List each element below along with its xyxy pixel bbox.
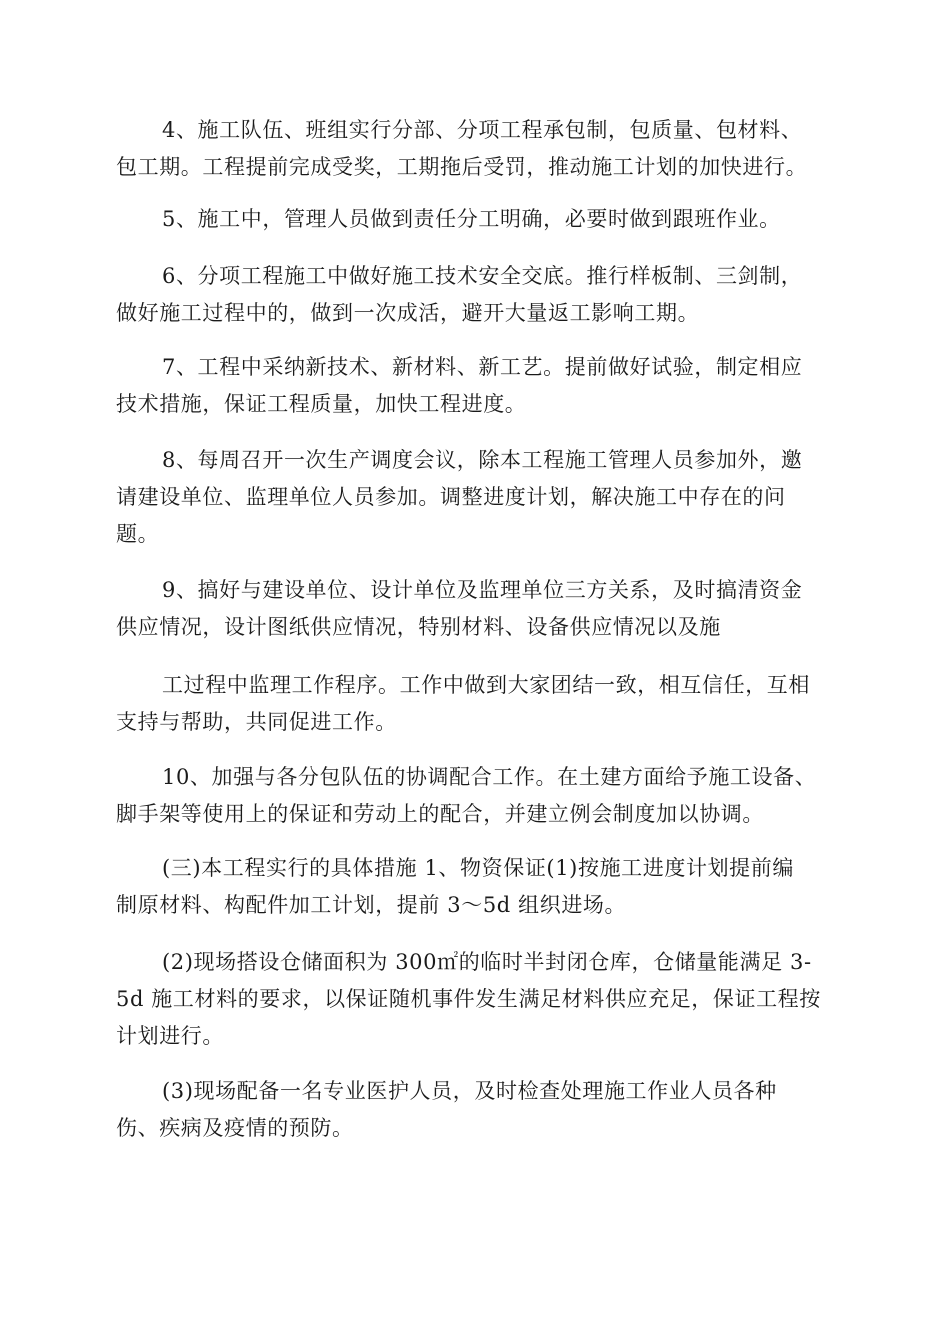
paragraph-line: 5、施工中，管理人员做到责任分工明确，必要时做到跟班作业。 xyxy=(162,207,781,231)
paragraph-line: 7、工程中采纳新技术、新材料、新工艺。提前做好试验，制定相应 xyxy=(162,355,803,379)
paragraph-line: 10、加强与各分包队伍的协调配合工作。在土建方面给予施工设备、 xyxy=(162,765,817,789)
paragraph-line: 6、分项工程施工中做好施工技术安全交底。推行样板制、三剑制， xyxy=(162,264,803,288)
paragraph-8 xyxy=(116,442,840,553)
paragraph-line: 包工期。工程提前完成受奖，工期拖后受罚，推动施工计划的加快进行。 xyxy=(116,155,808,179)
paragraph-line: 技术措施，保证工程质量，加快工程进度。 xyxy=(116,392,527,416)
paragraph-4 xyxy=(116,112,840,186)
paragraph-line: 5d 施工材料的要求，以保证随机事件发生满足材料供应充足，保证工程按 xyxy=(116,987,821,1011)
paragraph-line: 做好施工过程中的，做到一次成活，避开大量返工影响工期。 xyxy=(116,301,700,325)
paragraph-line: 9、搞好与建设单位、设计单位及监理单位三方关系，及时搞清资金 xyxy=(162,578,803,602)
paragraph-item-3 xyxy=(116,1073,840,1147)
paragraph-line: (2)现场搭设仓储面积为 300㎡的临时半封闭仓库，仓储量能满足 3- xyxy=(162,950,812,974)
paragraph-line: 请建设单位、监理单位人员参加。调整进度计划，解决施工中存在的问 xyxy=(116,485,786,509)
paragraph-line: 制原材料、构配件加工计划，提前 3～5d 组织进场。 xyxy=(116,893,627,917)
paragraph-item-2 xyxy=(116,944,840,1055)
paragraph-line: 伤、疾病及疫情的预防。 xyxy=(116,1116,354,1140)
paragraph-7 xyxy=(116,349,840,423)
paragraph-9-continued xyxy=(116,667,840,741)
paragraph-9 xyxy=(116,572,840,646)
paragraph-line: (三)本工程实行的具体措施 1、物资保证(1)按施工进度计划提前编 xyxy=(162,856,794,880)
paragraph-6 xyxy=(116,258,840,332)
paragraph-5 xyxy=(116,201,840,238)
paragraph-line: 8、每周召开一次生产调度会议，除本工程施工管理人员参加外，邀 xyxy=(162,448,803,472)
paragraph-section-3 xyxy=(116,850,840,924)
paragraph-line: 工过程中监理工作程序。工作中做到大家团结一致，相互信任，互相 xyxy=(162,673,810,697)
paragraph-line: 支持与帮助，共同促进工作。 xyxy=(116,710,397,734)
paragraph-10 xyxy=(116,759,840,833)
paragraph-line: 供应情况，设计图纸供应情况，特别材料、设备供应情况以及施 xyxy=(116,615,721,639)
paragraph-line: (3)现场配备一名专业医护人员，及时检查处理施工作业人员各种 xyxy=(162,1079,777,1103)
paragraph-line: 题。 xyxy=(116,522,160,546)
paragraph-line: 计划进行。 xyxy=(116,1024,224,1048)
paragraph-line: 4、施工队伍、班组实行分部、分项工程承包制，包质量、包材料、 xyxy=(162,118,803,142)
paragraph-line: 脚手架等使用上的保证和劳动上的配合，并建立例会制度加以协调。 xyxy=(116,802,764,826)
